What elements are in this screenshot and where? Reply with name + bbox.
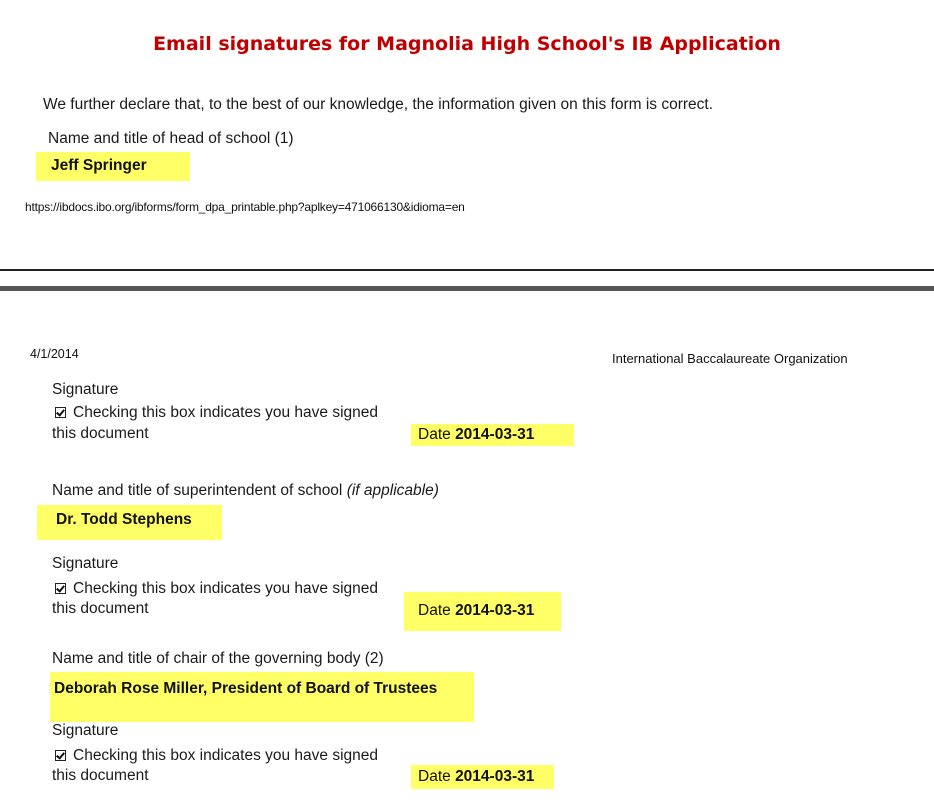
- signature-checkbox-row: Checking this box indicates you have signed: [55, 404, 378, 422]
- chair-name: Deborah Rose Miller, President of Board of Trustees: [54, 680, 438, 697]
- signature-label: Signature: [52, 722, 119, 739]
- signature-date-box: Date 2014-03-31: [411, 424, 574, 446]
- page-organization: International Baccalaureate Organization: [612, 351, 848, 366]
- signature-checkbox-row: Checking this box indicates you have signed: [55, 580, 378, 598]
- page-break-rule-bottom: [0, 286, 934, 291]
- page-break-rule-top: [0, 269, 934, 271]
- head-of-school-label: Name and title of head of school (1): [48, 130, 294, 147]
- signature-line2: this document: [52, 600, 149, 617]
- signature-label: Signature: [52, 381, 119, 398]
- checked-checkbox-icon[interactable]: [55, 750, 66, 761]
- chair-label: Name and title of chair of the governing body (2): [52, 650, 384, 667]
- signature-label: Signature: [52, 555, 119, 572]
- signature-line2: this document: [52, 767, 149, 784]
- head-of-school-name: Jeff Springer: [51, 157, 147, 174]
- page-title: Email signatures for Magnolia High School's IB Application: [153, 33, 781, 55]
- page-date: 4/1/2014: [30, 347, 79, 361]
- signature-date-box: Date 2014-03-31: [411, 765, 554, 789]
- checked-checkbox-icon[interactable]: [55, 583, 66, 594]
- signature-line2: this document: [52, 425, 149, 442]
- checked-checkbox-icon[interactable]: [55, 407, 66, 418]
- signature-checkbox-row: Checking this box indicates you have signed: [55, 747, 378, 765]
- superintendent-name: Dr. Todd Stephens: [56, 511, 192, 528]
- signature-date-box: Date 2014-03-31: [404, 592, 561, 631]
- superintendent-label: Name and title of superintendent of school (if applicable): [52, 482, 439, 499]
- declaration-text: We further declare that, to the best of our knowledge, the information given on this form is correct.: [43, 96, 713, 113]
- url-footer: https://ibdocs.ibo.org/ibforms/form_dpa_printable.php?aplkey=471066130&idioma=en: [25, 200, 465, 214]
